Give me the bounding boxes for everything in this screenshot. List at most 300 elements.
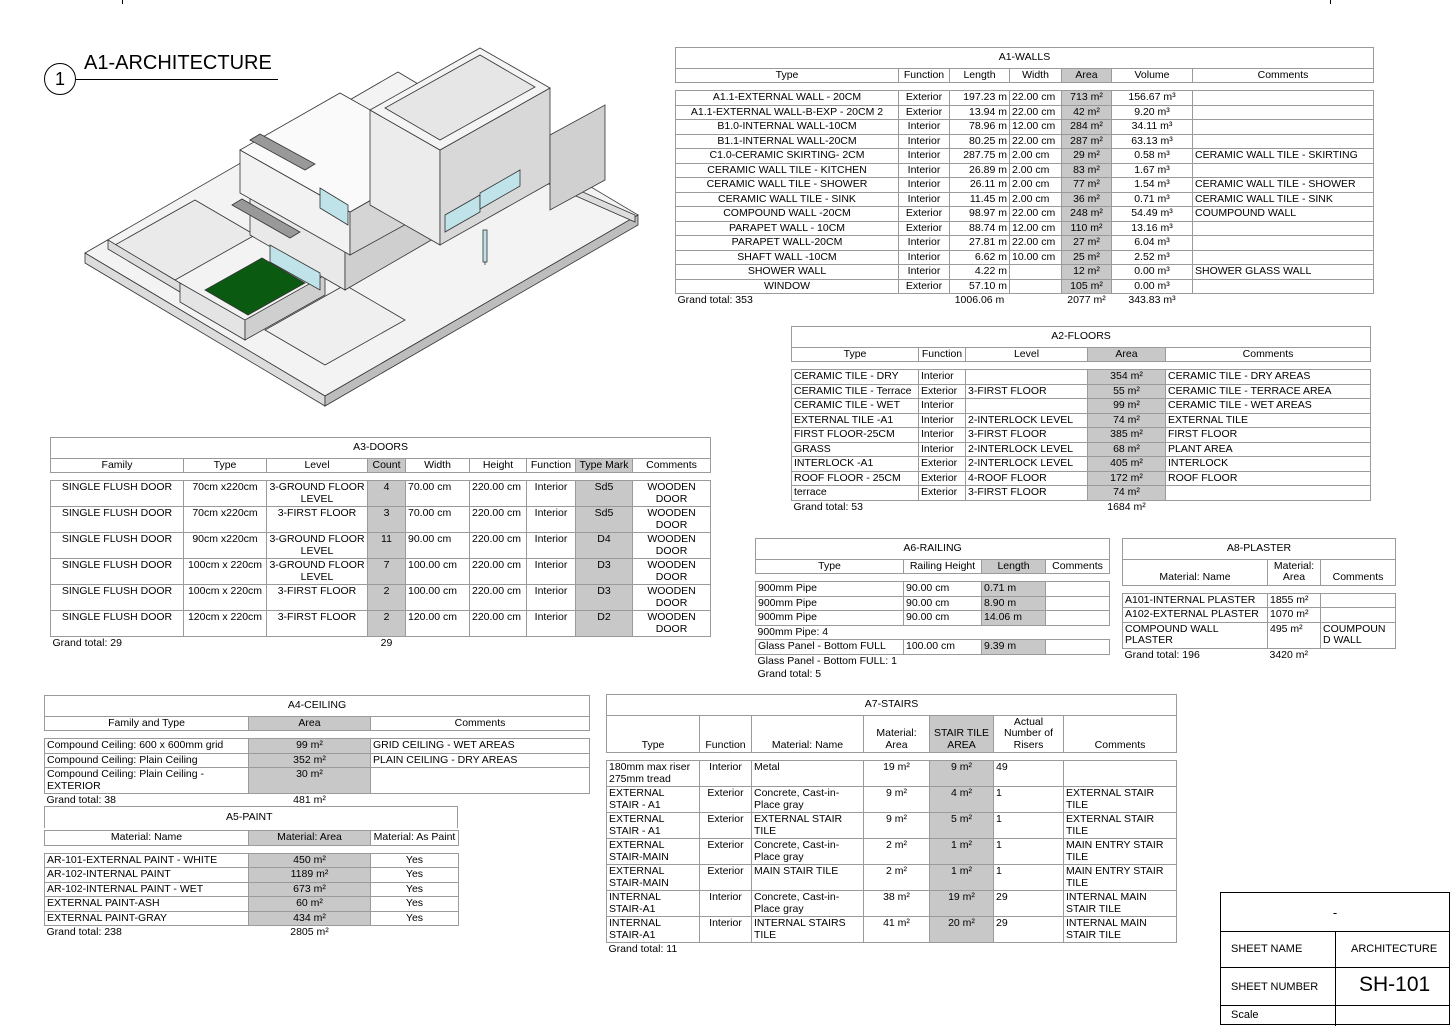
- table-cell: Interior: [899, 163, 950, 178]
- table-cell: 120cm x 220cm: [184, 611, 267, 637]
- table-cell: 70.00 cm: [406, 507, 470, 533]
- table-cell: 12.00 cm: [1010, 120, 1062, 135]
- table-row: [676, 279, 1374, 294]
- table-row: [51, 533, 711, 559]
- stairs-body: [607, 761, 1177, 943]
- table-cell: 3-FIRST FLOOR: [267, 507, 368, 533]
- table-cell: CERAMIC WALL TILE - SHOWER: [1193, 178, 1374, 193]
- table-cell: 900mm Pipe: [756, 596, 904, 611]
- table-cell: 5 m²: [930, 813, 994, 839]
- table-row: [45, 739, 590, 754]
- table-cell: 80.25 m: [950, 134, 1010, 149]
- table-cell: WOODEN DOOR: [633, 585, 711, 611]
- table-cell: Exterior: [700, 813, 752, 839]
- table-cell: Concrete, Cast-in-Place gray: [752, 787, 864, 813]
- ceiling-total-area: 481 m²: [293, 794, 326, 806]
- doors-header: Function: [527, 458, 576, 473]
- table-row: [45, 753, 590, 768]
- table-cell: 77 m²: [1062, 178, 1112, 193]
- railing-group-glass: [756, 640, 1110, 655]
- table-cell: EXTERNAL TILE: [1166, 413, 1371, 428]
- table-row: [676, 91, 1374, 106]
- table-cell: A1.1-EXTERNAL WALL-B-EXP - 20CM 2: [676, 105, 899, 120]
- table-cell: Compound Ceiling: Plain Ceiling - EXTERIOR: [45, 768, 249, 794]
- table-cell: SHAFT WALL -10CM: [676, 250, 899, 265]
- stairs-header: Material: Area: [864, 715, 930, 753]
- crop-mark: [1330, 0, 1331, 4]
- floors-title: A2-FLOORS: [792, 327, 1371, 348]
- table-cell: SINGLE FLUSH DOOR: [51, 585, 184, 611]
- table-cell: AR-102-INTERNAL PAINT: [45, 868, 249, 883]
- paint-header: Material: As Paint: [371, 831, 459, 846]
- table-row: [676, 105, 1374, 120]
- table-cell: [1193, 163, 1374, 178]
- table-cell: PLAIN CEILING - DRY AREAS: [371, 753, 590, 768]
- table-cell: 673 m²: [249, 882, 371, 897]
- table-cell: INTERNAL MAIN STAIR TILE: [1064, 917, 1177, 943]
- table-cell: 60 m²: [249, 897, 371, 912]
- table-cell: 495 m²: [1268, 622, 1321, 648]
- railing-schedule: [755, 538, 1110, 682]
- table-cell: 74 m²: [1088, 413, 1166, 428]
- table-row: [45, 853, 459, 868]
- table-cell: 6.62 m: [950, 250, 1010, 265]
- table-row: [45, 911, 459, 926]
- table-row: [676, 134, 1374, 149]
- table-cell: PARAPET WALL - 10CM: [676, 221, 899, 236]
- table-cell: 10.00 cm: [1010, 250, 1062, 265]
- table-cell: Interior: [899, 236, 950, 251]
- table-cell: 9.20 m³: [1112, 105, 1193, 120]
- table-cell: [1046, 582, 1110, 597]
- table-cell: EXTERNAL STAIR-MAIN: [607, 839, 700, 865]
- railing-group-total: 900mm Pipe: 4: [757, 625, 829, 638]
- table-cell: Exterior: [700, 865, 752, 891]
- table-cell: 49: [994, 761, 1064, 787]
- table-cell: Exterior: [899, 207, 950, 222]
- table-cell: Interior: [899, 149, 950, 164]
- table-cell: CERAMIC TILE - WET: [792, 399, 919, 414]
- table-cell: 13.16 m³: [1112, 221, 1193, 236]
- stairs-title: A7-STAIRS: [607, 695, 1177, 716]
- table-cell: Exterior: [919, 471, 966, 486]
- table-cell: 3-FIRST FLOOR: [966, 428, 1088, 443]
- table-cell: B1.1-INTERNAL WALL-20CM: [676, 134, 899, 149]
- table-cell: 41 m²: [864, 917, 930, 943]
- table-cell: SHOWER GLASS WALL: [1193, 265, 1374, 280]
- table-row: [792, 471, 1371, 486]
- table-cell: COMPOUND WALL -20CM: [676, 207, 899, 222]
- table-cell: 90.00 cm: [904, 582, 982, 597]
- table-cell: MAIN ENTRY STAIR TILE: [1064, 839, 1177, 865]
- table-cell: 3-FIRST FLOOR: [267, 611, 368, 637]
- table-cell: 90.00 cm: [406, 533, 470, 559]
- title-block-sheet-number-row: [1221, 967, 1449, 1006]
- table-cell: 2 m²: [864, 839, 930, 865]
- table-cell: 220.00 cm: [470, 559, 527, 585]
- doors-total-count: 29: [380, 637, 393, 649]
- table-cell: Interior: [899, 192, 950, 207]
- table-cell: D3: [576, 559, 633, 585]
- table-cell: Interior: [919, 370, 966, 385]
- table-cell: 42 m²: [1062, 105, 1112, 120]
- table-cell: Interior: [919, 399, 966, 414]
- table-cell: 2.52 m³: [1112, 250, 1193, 265]
- table-cell: Yes: [371, 911, 459, 926]
- paint-total-area: 2805 m²: [290, 926, 329, 938]
- table-cell: terrace: [792, 486, 919, 501]
- table-cell: Interior: [527, 585, 576, 611]
- table-cell: 11: [368, 533, 406, 559]
- table-cell: WINDOW: [676, 279, 899, 294]
- floors-header: Level: [966, 347, 1088, 362]
- floors-schedule: [791, 326, 1371, 514]
- table-row: [676, 207, 1374, 222]
- table-row: [1123, 608, 1396, 623]
- ceiling-header: Family and Type: [45, 716, 249, 731]
- table-cell: 38 m²: [864, 891, 930, 917]
- table-cell: MAIN STAIR TILE: [752, 865, 864, 891]
- table-cell: [1193, 250, 1374, 265]
- table-cell: Interior: [527, 481, 576, 507]
- table-cell: 100cm x 220cm: [184, 559, 267, 585]
- table-cell: EXTERNAL STAIR TILE: [752, 813, 864, 839]
- table-cell: 2-INTERLOCK LEVEL: [966, 457, 1088, 472]
- railing-header: Length: [982, 559, 1046, 574]
- table-cell: 99 m²: [1088, 399, 1166, 414]
- doors-header: Height: [470, 458, 527, 473]
- table-cell: 27 m²: [1062, 236, 1112, 251]
- walls-header: Width: [1010, 68, 1062, 83]
- table-cell: 100.00 cm: [904, 640, 982, 655]
- table-cell: D3: [576, 585, 633, 611]
- table-cell: A101-INTERNAL PLASTER: [1123, 593, 1268, 608]
- table-cell: EXTERNAL STAIR TILE: [1064, 787, 1177, 813]
- table-cell: 1070 m²: [1268, 608, 1321, 623]
- table-cell: FIRST FLOOR: [1166, 428, 1371, 443]
- table-row: [607, 787, 1177, 813]
- table-cell: [1193, 134, 1374, 149]
- table-cell: 248 m²: [1062, 207, 1112, 222]
- table-cell: 26.11 m: [950, 178, 1010, 193]
- table-cell: EXTERNAL TILE -A1: [792, 413, 919, 428]
- stairs-header: Material: Name: [752, 715, 864, 753]
- table-cell: 74 m²: [1088, 486, 1166, 501]
- floors-header: Area: [1088, 347, 1166, 362]
- table-cell: 70cm x220cm: [184, 481, 267, 507]
- walls-header: Type: [676, 68, 899, 83]
- walls-grand-total: Grand total: 353: [677, 294, 753, 306]
- table-cell: 0.71 m³: [1112, 192, 1193, 207]
- paint-schedule: [44, 830, 459, 940]
- table-cell: 287 m²: [1062, 134, 1112, 149]
- stairs-header: STAIR TILE AREA: [930, 715, 994, 753]
- table-cell: 8.90 m: [982, 596, 1046, 611]
- table-cell: COMPOUND WALL PLASTER: [1123, 622, 1268, 648]
- table-cell: WOODEN DOOR: [633, 559, 711, 585]
- table-row: [756, 596, 1110, 611]
- table-cell: 78.96 m: [950, 120, 1010, 135]
- view-title: A1-ARCHITECTURE: [84, 52, 272, 74]
- table-cell: A1.1-EXTERNAL WALL - 20CM: [676, 91, 899, 106]
- table-cell: 100cm x 220cm: [184, 585, 267, 611]
- table-cell: 90cm x220cm: [184, 533, 267, 559]
- table-cell: 3-GROUND FLOOR LEVEL: [267, 559, 368, 585]
- table-cell: CERAMIC WALL TILE - SKIRTING: [1193, 149, 1374, 164]
- table-cell: 22.00 cm: [1010, 207, 1062, 222]
- table-cell: D4: [576, 533, 633, 559]
- table-cell: 2: [368, 611, 406, 637]
- table-row: [676, 163, 1374, 178]
- table-cell: Metal: [752, 761, 864, 787]
- railing-header: Railing Height: [904, 559, 982, 574]
- table-cell: GRID CEILING - WET AREAS: [371, 739, 590, 754]
- table-cell: 13.94 m: [950, 105, 1010, 120]
- table-cell: INTERLOCK: [1166, 457, 1371, 472]
- floors-header: Function: [919, 347, 966, 362]
- paint-header: Material: Name: [45, 831, 249, 846]
- table-row: [792, 413, 1371, 428]
- paint-title: A5-PAINT: [226, 811, 273, 823]
- table-cell: Interior: [919, 413, 966, 428]
- table-cell: 434 m²: [249, 911, 371, 926]
- table-cell: 2.00 cm: [1010, 149, 1062, 164]
- table-cell: 900mm Pipe: [756, 582, 904, 597]
- table-cell: [1046, 611, 1110, 626]
- plaster-title: A8-PLASTER: [1123, 539, 1396, 560]
- table-cell: B1.0-INTERNAL WALL-10CM: [676, 120, 899, 135]
- table-cell: CERAMIC TILE - Terrace: [792, 384, 919, 399]
- table-cell: WOODEN DOOR: [633, 481, 711, 507]
- table-row: [756, 640, 1110, 655]
- table-cell: Yes: [371, 882, 459, 897]
- table-row: [792, 442, 1371, 457]
- sheet-number-value: SH-101: [1359, 973, 1431, 996]
- table-cell: 0.00 m³: [1112, 279, 1193, 294]
- walls-schedule: [675, 47, 1374, 308]
- table-row: [1123, 622, 1396, 648]
- table-cell: EXTERNAL PAINT-ASH: [45, 897, 249, 912]
- table-cell: FIRST FLOOR-25CM: [792, 428, 919, 443]
- table-cell: [1321, 593, 1396, 608]
- walls-total-area: 2077 m²: [1067, 294, 1106, 306]
- table-cell: CERAMIC TILE - DRY: [792, 370, 919, 385]
- table-cell: 354 m²: [1088, 370, 1166, 385]
- doors-title: A3-DOORS: [51, 438, 711, 459]
- table-cell: 22.00 cm: [1010, 91, 1062, 106]
- table-cell: 100.00 cm: [406, 585, 470, 611]
- table-cell: Exterior: [700, 839, 752, 865]
- table-cell: C1.0-CERAMIC SKIRTING- 2CM: [676, 149, 899, 164]
- ceiling-grand-total: Grand total: 38: [46, 794, 116, 806]
- table-row: [756, 611, 1110, 626]
- table-row: [607, 891, 1177, 917]
- table-cell: [1193, 120, 1374, 135]
- table-cell: 385 m²: [1088, 428, 1166, 443]
- table-cell: 4: [368, 481, 406, 507]
- table-cell: MAIN ENTRY STAIR TILE: [1064, 865, 1177, 891]
- table-cell: 57.10 m: [950, 279, 1010, 294]
- railing-group-pipe: [756, 582, 1110, 626]
- table-cell: Exterior: [899, 105, 950, 120]
- table-cell: 2 m²: [864, 865, 930, 891]
- table-cell: AR-101-EXTERNAL PAINT - WHITE: [45, 853, 249, 868]
- table-cell: A102-EXTERNAL PLASTER: [1123, 608, 1268, 623]
- walls-header: Length: [950, 68, 1010, 83]
- table-cell: 180mm max riser 275mm tread: [607, 761, 700, 787]
- table-cell: CERAMIC WALL TILE - KITCHEN: [676, 163, 899, 178]
- table-cell: Interior: [527, 559, 576, 585]
- table-cell: Compound Ceiling: Plain Ceiling: [45, 753, 249, 768]
- table-cell: SINGLE FLUSH DOOR: [51, 481, 184, 507]
- table-row: [1123, 593, 1396, 608]
- walls-title: A1-WALLS: [676, 48, 1374, 69]
- table-cell: Yes: [371, 897, 459, 912]
- stairs-grand-total: Grand total: 11: [608, 943, 678, 955]
- table-cell: 0.58 m³: [1112, 149, 1193, 164]
- table-row: [792, 399, 1371, 414]
- table-cell: Interior: [919, 428, 966, 443]
- table-cell: 1 m²: [930, 839, 994, 865]
- table-cell: Exterior: [700, 787, 752, 813]
- table-cell: INTERNAL STAIR-A1: [607, 891, 700, 917]
- table-cell: 3-FIRST FLOOR: [267, 585, 368, 611]
- table-cell: 22.00 cm: [1010, 105, 1062, 120]
- table-cell: 220.00 cm: [470, 507, 527, 533]
- railing-title: A6-RAILING: [756, 539, 1110, 560]
- table-cell: Interior: [527, 507, 576, 533]
- doors-body: [51, 481, 711, 637]
- table-cell: SHOWER WALL: [676, 265, 899, 280]
- table-cell: 2.00 cm: [1010, 192, 1062, 207]
- table-cell: [1046, 596, 1110, 611]
- table-cell: 172 m²: [1088, 471, 1166, 486]
- table-cell: 1.67 m³: [1112, 163, 1193, 178]
- table-cell: 29: [994, 917, 1064, 943]
- table-cell: [1010, 279, 1062, 294]
- table-cell: Yes: [371, 853, 459, 868]
- table-cell: 1: [994, 839, 1064, 865]
- walls-total-volume: 343.83 m³: [1128, 294, 1176, 306]
- table-cell: 14.06 m: [982, 611, 1046, 626]
- table-row: [607, 839, 1177, 865]
- table-cell: WOODEN DOOR: [633, 611, 711, 637]
- table-cell: 0.00 m³: [1112, 265, 1193, 280]
- doors-grand-total: Grand total: 29: [52, 637, 122, 649]
- table-cell: WOODEN DOOR: [633, 533, 711, 559]
- table-cell: 220.00 cm: [470, 481, 527, 507]
- table-cell: 22.00 cm: [1010, 236, 1062, 251]
- table-cell: D2: [576, 611, 633, 637]
- table-cell: Exterior: [919, 384, 966, 399]
- table-cell: Interior: [700, 891, 752, 917]
- table-row: [45, 768, 590, 794]
- table-cell: 99 m²: [249, 739, 371, 754]
- stairs-header: Function: [700, 715, 752, 753]
- table-cell: INTERNAL MAIN STAIR TILE: [1064, 891, 1177, 917]
- table-cell: 1855 m²: [1268, 593, 1321, 608]
- table-cell: Glass Panel - Bottom FULL: [756, 640, 904, 655]
- table-cell: 90.00 cm: [904, 611, 982, 626]
- table-row: [676, 265, 1374, 280]
- table-cell: 55 m²: [1088, 384, 1166, 399]
- table-cell: INTERNAL STAIRS TILE: [752, 917, 864, 943]
- table-cell: Interior: [899, 178, 950, 193]
- table-cell: CERAMIC TILE - WET AREAS: [1166, 399, 1371, 414]
- table-cell: [371, 768, 590, 794]
- table-cell: 405 m²: [1088, 457, 1166, 472]
- walls-header: Volume: [1112, 68, 1193, 83]
- table-cell: 27.81 m: [950, 236, 1010, 251]
- table-cell: 1189 m²: [249, 868, 371, 883]
- doors-header: Type Mark: [576, 458, 633, 473]
- table-cell: COUMPOUN D WALL: [1321, 622, 1396, 648]
- doors-schedule: [50, 437, 711, 651]
- stairs-schedule: [606, 694, 1177, 957]
- table-cell: 120.00 cm: [406, 611, 470, 637]
- table-cell: 98.97 m: [950, 207, 1010, 222]
- view-number: 1: [44, 63, 76, 95]
- table-cell: [1193, 279, 1374, 294]
- doors-header: Level: [267, 458, 368, 473]
- table-row: [45, 882, 459, 897]
- table-cell: 70.00 cm: [406, 481, 470, 507]
- table-cell: INTERNAL STAIR-A1: [607, 917, 700, 943]
- table-cell: AR-102-INTERNAL PAINT - WET: [45, 882, 249, 897]
- doors-header: Family: [51, 458, 184, 473]
- table-cell: Interior: [899, 120, 950, 135]
- table-cell: 12 m²: [1062, 265, 1112, 280]
- table-row: [51, 507, 711, 533]
- railing-group-total: Glass Panel - Bottom FULL: 1: [757, 654, 897, 667]
- table-row: [45, 868, 459, 883]
- doors-header: Type: [184, 458, 267, 473]
- railing-header: Type: [756, 559, 904, 574]
- table-cell: [1321, 608, 1396, 623]
- table-cell: [1046, 640, 1110, 655]
- title-block-project-row: [1221, 893, 1449, 932]
- table-cell: CERAMIC WALL TILE - SHOWER: [676, 178, 899, 193]
- table-cell: 2: [368, 585, 406, 611]
- table-cell: 105 m²: [1062, 279, 1112, 294]
- stairs-header: Actual Number of Risers: [994, 715, 1064, 753]
- table-cell: 1: [994, 813, 1064, 839]
- table-cell: CERAMIC TILE - TERRACE AREA: [1166, 384, 1371, 399]
- table-cell: 9 m²: [864, 813, 930, 839]
- title-block: [1220, 892, 1450, 1025]
- doors-header: Count: [368, 458, 406, 473]
- table-cell: 3-GROUND FLOOR LEVEL: [267, 533, 368, 559]
- table-cell: 2-INTERLOCK LEVEL: [966, 413, 1088, 428]
- sheet-name-value: ARCHITECTURE: [1351, 943, 1438, 955]
- table-cell: 6.04 m³: [1112, 236, 1193, 251]
- table-cell: [966, 399, 1088, 414]
- table-cell: 287.75 m: [950, 149, 1010, 164]
- ceiling-header: Comments: [371, 716, 590, 731]
- table-cell: 0.71 m: [982, 582, 1046, 597]
- table-cell: Exterior: [899, 221, 950, 236]
- table-cell: EXTERNAL STAIR TILE: [1064, 813, 1177, 839]
- table-cell: Concrete, Cast-in-Place gray: [752, 891, 864, 917]
- railing-header: Comments: [1046, 559, 1110, 574]
- table-cell: Interior: [700, 761, 752, 787]
- table-cell: 19 m²: [864, 761, 930, 787]
- paint-grand-total: Grand total: 238: [46, 926, 122, 938]
- table-cell: Exterior: [899, 91, 950, 106]
- table-cell: Exterior: [919, 457, 966, 472]
- table-cell: 900mm Pipe: [756, 611, 904, 626]
- table-cell: 30 m²: [249, 768, 371, 794]
